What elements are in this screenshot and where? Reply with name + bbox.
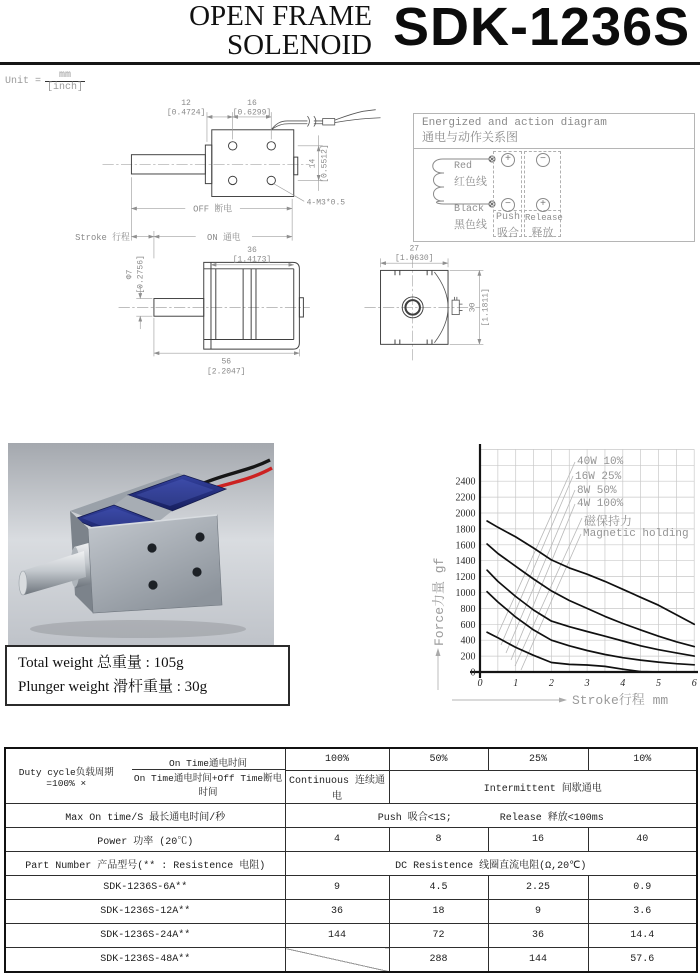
total-weight: Total weight 总重量 : 105g — [18, 655, 184, 671]
dim-dia-inch: [0.2756] — [136, 255, 146, 294]
dim-27-mm: 27 — [409, 244, 420, 254]
release-label-zh: 释放 — [531, 228, 554, 240]
unit-note-fraction: $\frac{mm}{\text{[inch]}}$ — [47, 70, 84, 93]
max-on-label: Max On time/S 最长通电时间/秒 — [5, 804, 285, 828]
x-axis-label: Stroke行程 mm — [572, 693, 669, 708]
dim-36-mm: 36 — [247, 245, 257, 255]
thread-label: 4-M3*0.5 — [306, 198, 346, 208]
table-row-part — [5, 876, 697, 900]
header-divider — [0, 62, 700, 65]
release-label-en: Release — [525, 213, 563, 223]
legend-16w: 16W 25% — [575, 471, 622, 483]
table-row-part — [5, 900, 697, 924]
legend-4w: 4W 100% — [577, 498, 624, 510]
max-on-value: Push 吸合<1S; Release 释放<100ms — [285, 804, 697, 828]
plunger-weight: Plunger weight 滑杆重量 : 30g — [18, 679, 208, 695]
x-tick-label: 2 — [548, 678, 554, 689]
x-tick-label: 6 — [691, 678, 697, 689]
table-cell: 144 — [285, 924, 389, 948]
dim-56-inch: [2.2047] — [207, 367, 246, 377]
table-row-part-header — [5, 852, 697, 876]
dim-16-inch: [0.6299] — [232, 108, 272, 118]
y-tick-label: 1000 — [455, 588, 476, 599]
y-tick-label: 800 — [460, 603, 476, 615]
spec-table — [4, 747, 698, 973]
push-label-en: Push — [495, 212, 520, 223]
dim-14-mm: 14 — [308, 158, 318, 169]
part-name: SDK-1236S-12A** — [5, 900, 285, 924]
part-number-label: Part Number 产品型号(** : Resistence 电阻) — [5, 852, 285, 876]
model-number: SDK-1236S — [393, 0, 691, 57]
page-title-line1: OPEN FRAME — [189, 0, 372, 32]
dim-36-inch: [1.4173] — [232, 255, 272, 265]
duty-col-10: 10% — [588, 748, 697, 771]
table-cell-na — [285, 948, 389, 973]
y-tick-label: 2000 — [455, 508, 476, 520]
x-tick-label: 4 — [620, 678, 626, 689]
side-view-off — [103, 99, 381, 241]
power-50: 8 — [389, 828, 488, 852]
duty-prefix: Duty cycle负载周期=100% × — [18, 766, 114, 789]
table-row-part — [5, 948, 697, 973]
power-100: 4 — [285, 828, 389, 852]
release-polarity-bottom: + — [536, 198, 550, 212]
chart-curve — [487, 592, 694, 665]
dc-resistance-label: DC Resistence 线圈直流电阻(Ω,20℃) — [285, 852, 697, 876]
mode-continuous: Continuous 连续通电 — [285, 771, 389, 804]
table-cell: 72 — [389, 924, 488, 948]
table-row-part — [5, 924, 697, 948]
legend-magnetic-zh: 磁保持力 — [584, 515, 633, 529]
dim-30-mm: 30 — [468, 302, 478, 313]
x-tick-label: 5 — [656, 678, 661, 689]
y-tick-label: 1800 — [455, 524, 476, 536]
stroke-label: Stroke 行程 — [75, 232, 130, 243]
duty-col-100: 100% — [285, 748, 389, 771]
table-cell: 57.6 — [588, 948, 697, 973]
table-cell: 3.6 — [588, 900, 697, 924]
duty-col-50: 50% — [389, 748, 488, 771]
page-title — [130, 2, 372, 60]
legend-40w: 40W 10% — [577, 456, 624, 468]
power-label: Power 功率 (20℃) — [5, 828, 285, 852]
stroke-dimension — [75, 231, 292, 258]
side-view-on — [119, 246, 310, 376]
product-photo — [8, 443, 274, 645]
push-polarity-top: + — [501, 153, 515, 167]
energized-diagram-title: Energized and action diagram 通电与动作关系图 — [414, 114, 694, 149]
release-polarity-top: − — [536, 153, 550, 167]
power-25: 16 — [488, 828, 588, 852]
y-tick-label: 1200 — [455, 572, 476, 584]
energized-diagram-body — [414, 149, 694, 241]
wire-black-label-zh: 黑色线 — [454, 220, 487, 232]
table-cell: 0.9 — [588, 876, 697, 900]
dim-14-inch: [0.5512] — [320, 144, 330, 183]
on-label: ON 通电 — [207, 232, 241, 243]
y-tick-label: 200 — [460, 651, 476, 663]
table-row-max-on-time — [5, 804, 697, 828]
table-cell: 36 — [488, 924, 588, 948]
lead-wire — [271, 110, 380, 130]
off-label: OFF 断电 — [193, 204, 233, 215]
y-tick-label: 0 — [470, 667, 476, 679]
y-tick-label: 600 — [460, 619, 476, 631]
wire-red-label-zh: 红色线 — [454, 177, 487, 189]
energized-action-diagram — [413, 113, 695, 242]
mode-intermittent: Intermittent 间歇通电 — [389, 771, 697, 804]
y-tick-label: 1600 — [455, 540, 476, 552]
chart-curves — [487, 521, 694, 672]
dim-dia-mm: Φ7 — [125, 269, 135, 280]
frame-front-plate — [88, 515, 222, 613]
power-10: 40 — [588, 828, 697, 852]
y-tick-label: 400 — [460, 635, 476, 647]
y-tick-label: 2400 — [455, 476, 476, 488]
dim-16-mm: 16 — [247, 98, 257, 108]
terminal-connector — [452, 297, 462, 315]
y-axis-label: Force力量 gf — [432, 557, 447, 646]
table-cell: 9 — [488, 900, 588, 924]
page-title-line2: SOLENOID — [227, 29, 372, 61]
table-cell: 18 — [389, 900, 488, 924]
dim-30-inch: [1.1811] — [481, 288, 491, 327]
table-cell: 2.25 — [488, 876, 588, 900]
x-tick-label: 0 — [477, 678, 483, 689]
x-tick-label: 3 — [584, 678, 590, 689]
duty-col-25: 25% — [488, 748, 588, 771]
table-cell: 9 — [285, 876, 389, 900]
table-row-power — [5, 828, 697, 852]
part-name: SDK-1236S-6A** — [5, 876, 285, 900]
legend-magnetic-en: Magnetic holding — [583, 528, 689, 540]
duty-fraction: $\frac{\text{On Time通电时间}}{\text{On Time通电时间+Off Time断电时间}}$ — [132, 755, 285, 798]
part-name: SDK-1236S-48A** — [5, 948, 285, 973]
front-view — [364, 244, 490, 361]
part-name: SDK-1236S-24A** — [5, 924, 285, 948]
chart-curve — [487, 544, 694, 647]
y-tick-label: 1400 — [455, 556, 476, 568]
dim-12-mm: 12 — [181, 98, 191, 108]
table-cell: 144 — [488, 948, 588, 973]
force-stroke-chart — [425, 438, 700, 713]
dim-27-inch: [1.0630] — [395, 253, 434, 263]
dim-12-inch: [0.4724] — [166, 108, 206, 118]
chart-canvas — [425, 438, 700, 713]
push-polarity-bottom: − — [501, 198, 515, 212]
table-cell: 288 — [389, 948, 488, 973]
table-cell: 36 — [285, 900, 389, 924]
wire-black-label-en: Black — [454, 204, 485, 215]
table-row-duty-percent — [5, 748, 697, 771]
duty-cycle-cell — [5, 748, 285, 804]
solenoid-render — [8, 443, 274, 645]
y-tick-label: 2200 — [455, 492, 476, 504]
wire-red-label-en: Red — [454, 161, 473, 172]
unit-note-prefix: Unit = — [5, 76, 42, 87]
table-cell: 14.4 — [588, 924, 697, 948]
table-cell: 4.5 — [389, 876, 488, 900]
x-tick-label: 1 — [513, 678, 519, 689]
push-label-zh: 吸合 — [497, 228, 519, 240]
legend-8w: 8W 50% — [577, 485, 617, 497]
weight-info-box — [5, 645, 290, 706]
dim-56-mm: 56 — [221, 357, 232, 367]
